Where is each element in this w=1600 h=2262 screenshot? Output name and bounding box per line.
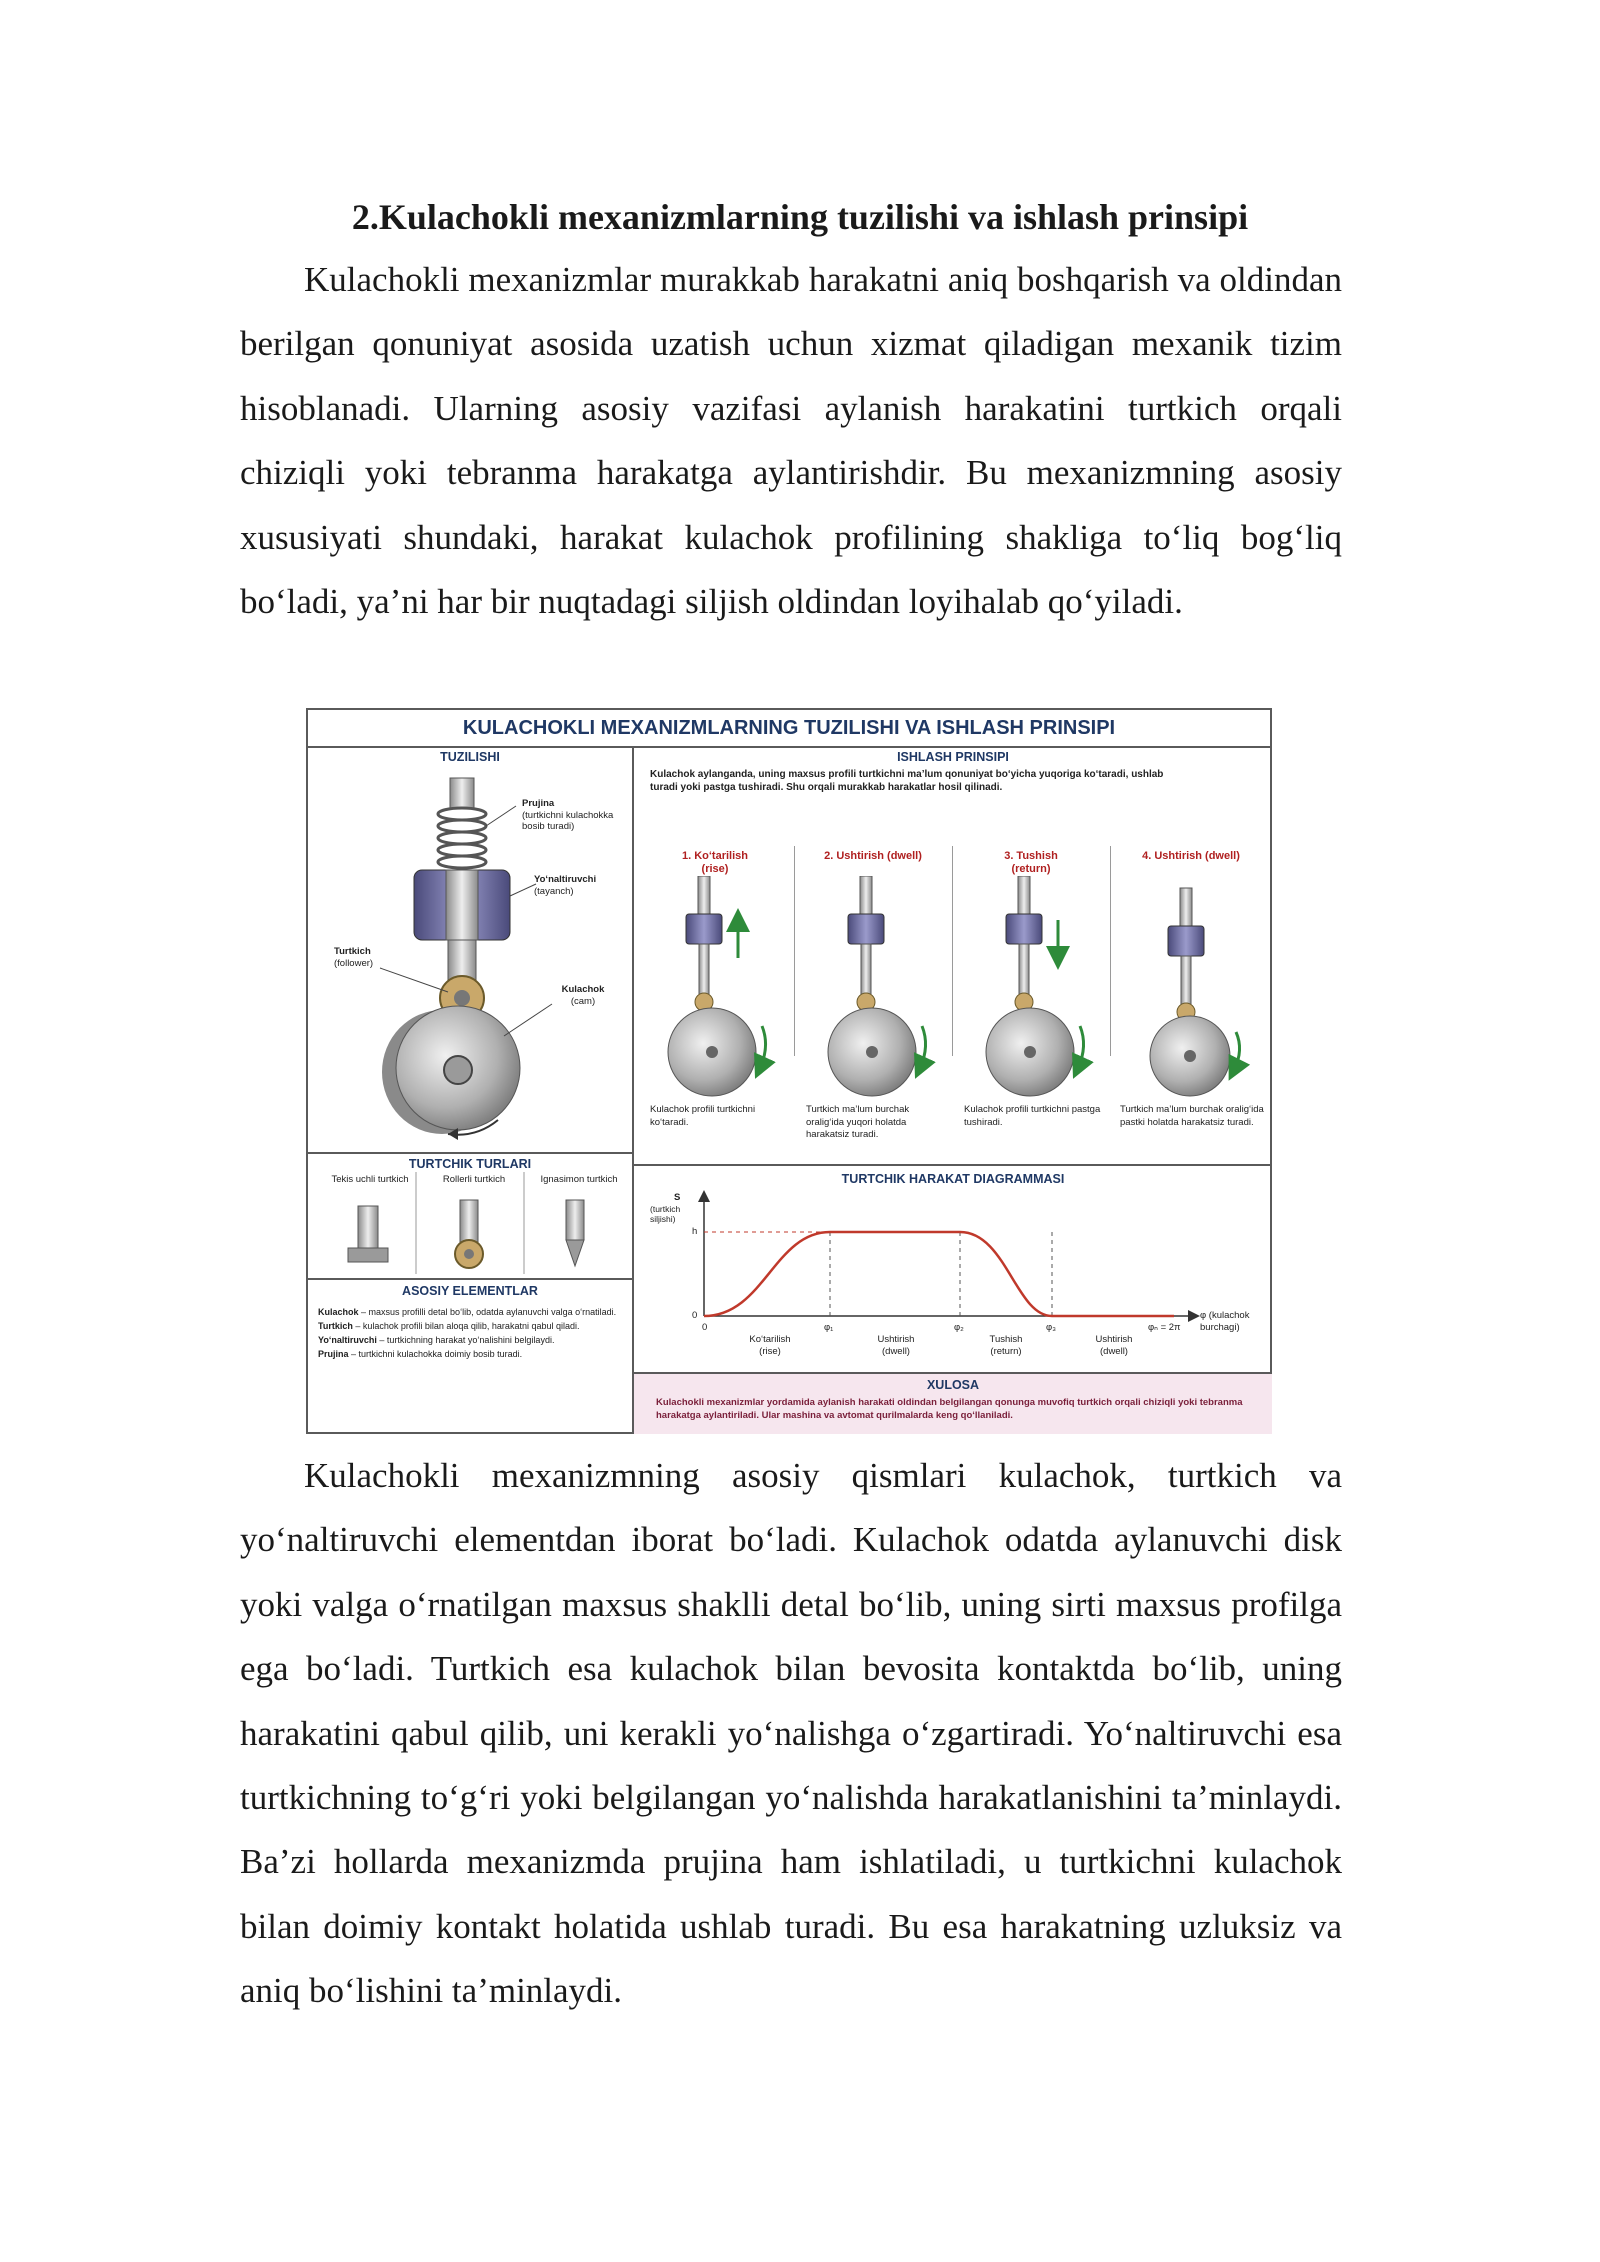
follower-note: (follower) (334, 957, 374, 969)
follower-type-roller: Rollerli turtkich (442, 1174, 506, 1185)
step-3-sub: (return) (1011, 863, 1051, 875)
diagram-tick: φₙ = 2π (1148, 1322, 1181, 1333)
diagram-title: TURTCHIK HARAKAT DIAGRAMMASI (841, 1172, 1065, 1186)
phase-sub: (dwell) (1100, 1345, 1128, 1357)
step-3-caption: Kulachok profili turtkichni pastga tushiradi. (964, 1104, 1101, 1128)
motion-diagram-panel (634, 1164, 1272, 1372)
element-item: Yo‘naltiruvchi – turtkichning harakat yo‘nalishini belgilaydi. (318, 1335, 555, 1345)
element-item: Kulachok – maxsus profilli detal bo‘lib, odatda aylanuvchi valga o‘rnatiladi. (318, 1307, 617, 1317)
diagram-tick: φ₁ (824, 1322, 834, 1333)
figure-title: KULACHOKLI MEXANIZMLARNING TUZILISHI VA ISHLASH PRINSIPI (308, 710, 1270, 748)
phase-name: Ko‘tarilish (749, 1334, 791, 1345)
follower-label: Turtkich (334, 946, 371, 957)
cam-label: Kulachok (561, 984, 605, 995)
phase-sub: (return) (990, 1345, 1022, 1357)
guide-note: (tayanch) (534, 885, 574, 897)
step-4-mechanism (1150, 888, 1240, 1096)
working-principle-panel (634, 746, 1272, 1164)
follower-type-knife: Ignasimon turtkich (540, 1174, 618, 1185)
diagram-ylabel-note: (turtkich siljishi) (650, 1204, 681, 1224)
step-1-mechanism (668, 876, 766, 1096)
conclusion-panel (634, 1372, 1272, 1434)
diagram-zero-label: 0 (692, 1310, 698, 1321)
displacement-curve (704, 1232, 1174, 1316)
structure-title: TUZILISHI (440, 750, 500, 764)
step-1-sub: (rise) (701, 863, 729, 875)
step-2-title: 2. Ushtirish (dwell) (824, 850, 922, 862)
diagram-h-label: h (692, 1226, 698, 1237)
step-3-title: 3. Tushish (1004, 850, 1058, 862)
spring-coils (438, 808, 486, 868)
basic-elements-list (318, 1306, 624, 1362)
step-2-mechanism (828, 876, 926, 1096)
follower-types-title: TURTCHIK TURLARI (408, 1157, 532, 1171)
spring-label: Prujina (522, 798, 555, 809)
element-item: Prujina – turtkichni kulachokka doimiy bosib turadi. (318, 1349, 523, 1359)
phase-sub: (rise) (759, 1345, 781, 1357)
phase-sub: (dwell) (882, 1345, 910, 1357)
basic-elements-title: ASOSIY ELEMENTLAR (402, 1284, 538, 1298)
step-4-caption: Turtkich ma’lum burchak oralig‘ida pastki holatda harakatsiz turadi. (1120, 1104, 1264, 1128)
guide-label: Yo‘naltiruvchi (534, 874, 597, 885)
element-item: Turtkich – kulachok profili bilan aloqa qilib, harakatni qabul qiladi. (318, 1321, 580, 1331)
paragraph-parts: Kulachokli mexanizmning asosiy qismlari kulachok, turtkich va yo‘naltiruvchi elementdan iborat bo‘ladi. Kulachok odatda aylanuvchi disk yoki valga o‘rnatilgan maxsus shaklli detal bo‘lib, uning sirti maxsus profilga ega bo‘ladi. Turtkich esa kulachok bilan bevosita kontaktda bo‘lib, uning harakatini qabul qilib, uni kerakli yo‘nalishga o‘zgartiradi. Yo‘naltiruvchi esa turtkichning to‘g‘ri yoki belgilangan yo‘nalishda harakatlanishini ta’minlaydi. Ba’zi hollarda mexanizmda prujina ham ishlatiladi, u turtkichni kulachok bilan doimiy kontakt holatida ushlab turadi. Bu esa harakatning uzluksiz va aniq bo‘lishini ta’minlaydi. (240, 1456, 1342, 2011)
section-heading: 2.Kulachokli mexanizmlarning tuzilishi va ishlash prinsipi (351, 197, 1249, 237)
spring-note: (turtkichni kulachokka bosib turadi) (522, 809, 614, 832)
phase-name: Ushtirish (877, 1334, 915, 1345)
structure-panel (308, 746, 634, 1152)
follower-types-illustration (308, 1154, 630, 1278)
cam-note: (cam) (570, 995, 596, 1007)
basic-elements-panel (308, 1278, 634, 1434)
follower-type-flat: Tekis uchli turtkich (331, 1174, 409, 1185)
diagram-tick: 0 (702, 1322, 708, 1333)
working-principle-title: ISHLASH PRINSIPI (897, 750, 1009, 764)
diagram-tick: φ₃ (1046, 1322, 1057, 1333)
follower-types-panel (308, 1152, 634, 1278)
diagram-tick: φ₂ (954, 1322, 964, 1333)
cam-mechanism-figure (306, 708, 1272, 1434)
step-1-title: 1. Ko‘tarilish (681, 850, 749, 862)
diagram-ylabel: S (674, 1192, 681, 1203)
diagram-xlabel: φ (kulachok burchagi) (1200, 1310, 1250, 1333)
conclusion-text: Kulachokli mexanizmlar yordamida aylanish harakati oldindan belgilangan qonunga muvofiq turtkich orqali chiziqli yoki tebranma harakatga aylantiriladi. Ular mashina va avtomat qurilmalarda keng qo‘llaniladi. (656, 1397, 1243, 1421)
step-4-title: 4. Ushtirish (dwell) (1142, 850, 1240, 862)
phase-name: Ushtirish (1095, 1334, 1133, 1345)
conclusion-title: XULOSA (926, 1378, 980, 1392)
working-steps-illustration (634, 876, 1272, 1176)
paragraph-intro: Kulachokli mexanizmlar murakkab harakatni aniq boshqarish va oldindan berilgan qonuniyat asosida uzatish uchun xizmat qiladigan mexanik tizim hisoblanadi. Ularning asosiy vazifasi aylanish harakatini turtkich orqali chiziqli yoki tebranma harakatga aylantirishdir. Bu mexanizmning asosiy xususiyati shundaki, harakat kulachok profilining shakliga to‘liq bog‘liq bo‘ladi, ya’ni har bir nuqtadagi siljish oldindan loyihalab qo‘yiladi. (240, 260, 1342, 622)
phase-name: Tushish (989, 1334, 1023, 1345)
step-3-mechanism (986, 876, 1084, 1096)
working-principle-intro: Kulachok aylanganda, uning maxsus profili turtkichni ma’lum qonuniyat bo‘yicha yuqoriga ko‘taradi, ushlab turadi yoki pastga tushiradi. Shu orqali murakkab harakatlar hosil qilinadi. (650, 769, 1164, 793)
step-2-caption: Turtkich ma’lum burchak oralig‘ida yuqori holatda harakatsiz turadi. (806, 1104, 910, 1140)
step-1-caption: Kulachok profili turtkichni ko‘taradi. (650, 1104, 756, 1128)
